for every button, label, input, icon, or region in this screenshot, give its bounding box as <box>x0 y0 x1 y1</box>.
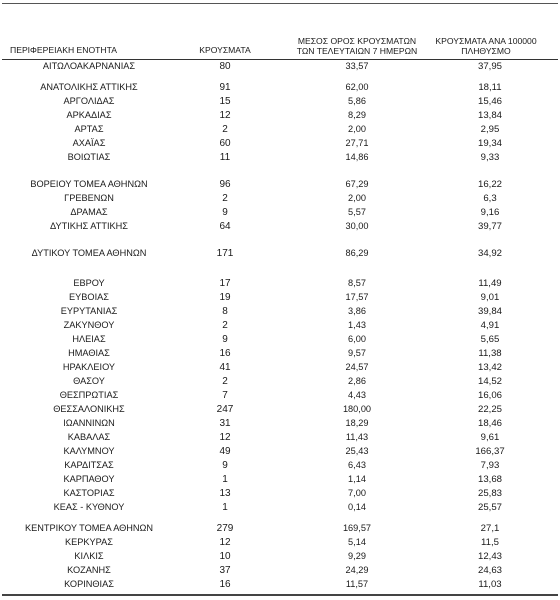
seven-day-average-cell: 6,43 <box>348 460 366 470</box>
cases-cell: 279 <box>216 523 234 534</box>
table-row <box>0 564 560 577</box>
cases-cell: 17 <box>219 278 231 289</box>
cases-cell: 1 <box>222 474 228 485</box>
seven-day-average-cell: 14,86 <box>345 152 369 162</box>
cases-per-100k-cell: 9,33 <box>480 152 500 163</box>
table-row <box>0 522 560 535</box>
region-name-cell: ΑΡΤΑΣ <box>74 124 104 134</box>
region-name-cell: ΚΑΛΥΜΝΟΥ <box>63 446 115 456</box>
seven-day-average-cell: 0,14 <box>348 502 366 512</box>
cases-per-100k-cell: 22,25 <box>477 404 502 415</box>
cases-cell: 171 <box>216 248 234 259</box>
region-name-cell: ΚΕΝΤΡΙΚΟΥ ΤΟΜΕΑ ΑΘΗΝΩΝ <box>24 523 154 533</box>
header-seven-day-average <box>292 36 422 56</box>
region-name-cell: ΚΟΖΑΝΗΣ <box>67 565 111 575</box>
seven-day-average-cell: 25,43 <box>345 446 369 456</box>
cases-cell: 80 <box>219 61 231 72</box>
seven-day-average-cell: 180,00 <box>342 404 372 414</box>
cases-per-100k-cell: 18,46 <box>477 418 502 429</box>
cases-per-100k-cell: 11,03 <box>478 579 502 590</box>
cases-per-100k-cell: 13,42 <box>477 362 502 373</box>
cases-cell: 60 <box>219 138 231 149</box>
region-name-cell: ΔΥΤΙΚΟΥ ΤΟΜΕΑ ΑΘΗΝΩΝ <box>31 248 147 258</box>
region-name-cell: ΚΕΑΣ - ΚΥΘΝΟΥ <box>53 502 125 512</box>
cases-per-100k-cell: 5,65 <box>480 334 500 345</box>
cases-per-100k-cell: 11,38 <box>478 348 502 359</box>
cases-cell: 13 <box>219 488 231 499</box>
header-avg-line1: ΜΕΣΟΣ ΟΡΟΣ ΚΡΟΥΣΜΑΤΩΝ <box>297 36 417 46</box>
table-header <box>0 28 560 60</box>
seven-day-average-cell: 7,00 <box>348 488 366 498</box>
header-rate-line2: ΠΛΗΘΥΣΜΟ <box>461 46 511 56</box>
seven-day-average-cell: 2,86 <box>348 376 366 386</box>
region-name-cell: ΑΧΑΪΑΣ <box>72 138 106 148</box>
cases-cell: 2 <box>222 376 228 387</box>
region-name-cell: ΚΙΛΚΙΣ <box>74 551 104 561</box>
seven-day-average-cell: 169,57 <box>342 523 372 533</box>
cases-cell: 2 <box>222 320 228 331</box>
seven-day-average-cell: 9,29 <box>348 551 366 561</box>
region-name-cell: ΕΥΒΟΙΑΣ <box>69 292 109 302</box>
seven-day-average-cell: 3,86 <box>348 306 366 316</box>
region-name-cell: ΖΑΚΥΝΘΟΥ <box>63 320 115 330</box>
cases-cell: 37 <box>219 565 231 576</box>
table-row <box>0 247 560 260</box>
cases-per-100k-cell: 15,46 <box>477 96 502 107</box>
cases-per-100k-cell: 27,1 <box>480 523 500 534</box>
cases-per-100k-cell: 18,11 <box>478 82 502 93</box>
seven-day-average-cell: 6,00 <box>348 334 366 344</box>
cases-cell: 247 <box>216 404 234 415</box>
cases-cell: 12 <box>219 110 231 121</box>
cases-cell: 41 <box>219 362 231 373</box>
table-row <box>0 319 560 332</box>
table-row <box>0 206 560 219</box>
region-name-cell: ΔΥΤΙΚΗΣ ΑΤΤΙΚΗΣ <box>50 221 128 231</box>
cases-per-100k-cell: 12,43 <box>477 551 502 562</box>
seven-day-average-cell: 30,00 <box>345 221 369 231</box>
region-name-cell: ΗΜΑΘΙΑΣ <box>68 348 110 358</box>
seven-day-average-cell: 1,14 <box>348 474 366 484</box>
cases-cell: 15 <box>219 96 231 107</box>
cases-cell: 9 <box>222 207 228 218</box>
table-row <box>0 60 560 73</box>
cases-cell: 2 <box>222 124 228 135</box>
table-row <box>0 536 560 549</box>
region-name-cell: ΙΩΑΝΝΙΝΩΝ <box>63 418 115 428</box>
table-row <box>0 123 560 136</box>
table-row <box>0 277 560 290</box>
region-name-cell: ΕΥΡΥΤΑΝΙΑΣ <box>60 306 118 316</box>
region-name-cell: ΘΕΣΠΡΩΤΙΑΣ <box>59 390 119 400</box>
cases-per-100k-cell: 166,37 <box>475 446 505 457</box>
table-row <box>0 220 560 233</box>
cases-cell: 49 <box>219 446 231 457</box>
table-row <box>0 305 560 318</box>
region-name-cell: ΔΡΑΜΑΣ <box>70 207 108 217</box>
region-name-cell: ΚΑΡΠΑΘΟΥ <box>63 474 115 484</box>
region-name-cell: ΑΡΓΟΛΙΔΑΣ <box>63 96 115 106</box>
table-row <box>0 473 560 486</box>
region-name-cell: ΗΡΑΚΛΕΙΟΥ <box>62 362 116 372</box>
seven-day-average-cell: 8,57 <box>348 278 366 288</box>
table-row <box>0 192 560 205</box>
cases-per-100k-cell: 7,93 <box>480 460 500 471</box>
cases-per-100k-cell: 24,63 <box>477 565 502 576</box>
cases-per-100k-cell: 16,22 <box>477 179 502 190</box>
cases-per-100k-cell: 34,92 <box>477 248 502 259</box>
seven-day-average-cell: 24,29 <box>345 565 369 575</box>
seven-day-average-cell: 67,29 <box>345 179 369 189</box>
region-name-cell: ΒΟΡΕΙΟΥ ΤΟΜΕΑ ΑΘΗΝΩΝ <box>30 179 148 189</box>
seven-day-average-cell: 18,29 <box>345 418 369 428</box>
cases-cell: 2 <box>222 193 228 204</box>
cases-per-100k-cell: 13,84 <box>477 110 502 121</box>
header-region: ΠΕΡΙΦΕΡΕΙΑΚΗ ΕΝΟΤΗΤΑ <box>10 45 117 55</box>
seven-day-average-cell: 17,57 <box>345 292 369 302</box>
region-name-cell: ΘΑΣΟΥ <box>73 376 105 386</box>
seven-day-average-cell: 2,00 <box>348 124 366 134</box>
cases-cell: 91 <box>219 82 231 93</box>
table-row <box>0 95 560 108</box>
cases-cell: 11 <box>219 152 231 163</box>
cases-per-100k-cell: 6,3 <box>483 193 497 204</box>
seven-day-average-cell: 5,86 <box>348 96 366 106</box>
seven-day-average-cell: 24,57 <box>345 362 369 372</box>
table-row <box>0 417 560 430</box>
cases-per-100k-cell: 14,52 <box>477 376 502 387</box>
cases-cell: 16 <box>219 579 231 590</box>
region-name-cell: ΚΟΡΙΝΘΙΑΣ <box>64 579 114 589</box>
cases-cell: 7 <box>222 390 228 401</box>
cases-cell: 19 <box>219 292 231 303</box>
cases-cell: 96 <box>219 179 231 190</box>
cases-cell: 12 <box>219 432 231 443</box>
seven-day-average-cell: 33,57 <box>345 61 369 71</box>
region-name-cell: ΚΑΣΤΟΡΙΑΣ <box>63 488 115 498</box>
seven-day-average-cell: 8,29 <box>348 110 366 120</box>
bottom-rule <box>2 594 558 596</box>
cases-per-100k-cell: 9,16 <box>480 207 500 218</box>
region-name-cell: ΒΟΙΩΤΙΑΣ <box>67 152 111 162</box>
cases-per-100k-cell: 39,84 <box>477 306 502 317</box>
table-row <box>0 487 560 500</box>
table-row <box>0 389 560 402</box>
cases-cell: 10 <box>219 551 231 562</box>
cases-per-100k-cell: 13,68 <box>477 474 502 485</box>
table-row <box>0 151 560 164</box>
seven-day-average-cell: 9,57 <box>348 348 366 358</box>
cases-per-100k-cell: 16,06 <box>477 390 502 401</box>
seven-day-average-cell: 2,00 <box>348 193 366 203</box>
table-row <box>0 333 560 346</box>
cases-per-100k-cell: 39,77 <box>477 221 502 232</box>
seven-day-average-cell: 11,43 <box>345 432 369 442</box>
seven-day-average-cell: 5,57 <box>348 207 366 217</box>
cases-per-100k-cell: 25,83 <box>477 488 502 499</box>
table-row <box>0 81 560 94</box>
cases-cell: 8 <box>222 306 228 317</box>
cases-per-100k-cell: 11,49 <box>478 278 502 289</box>
cases-per-100k-cell: 37,95 <box>477 61 502 72</box>
cases-per-100k-cell: 9,61 <box>480 432 500 443</box>
table-row <box>0 137 560 150</box>
header-cases: ΚΡΟΥΣΜΑΤΑ <box>199 45 251 55</box>
seven-day-average-cell: 86,29 <box>345 248 369 258</box>
cases-per-100k-cell: 19,34 <box>477 138 502 149</box>
table-row <box>0 291 560 304</box>
cases-per-100k-cell: 11,5 <box>481 537 499 548</box>
region-name-cell: ΑΝΑΤΟΛΙΚΗΣ ΑΤΤΙΚΗΣ <box>40 82 138 92</box>
seven-day-average-cell: 1,43 <box>348 320 366 330</box>
region-name-cell: ΚΕΡΚΥΡΑΣ <box>65 537 113 547</box>
cases-cell: 31 <box>219 418 231 429</box>
region-name-cell: ΑΡΚΑΔΙΑΣ <box>66 110 112 120</box>
cases-cell: 9 <box>222 460 228 471</box>
seven-day-average-cell: 5,14 <box>348 537 366 547</box>
table-row <box>0 578 560 591</box>
table-row <box>0 109 560 122</box>
table-row <box>0 550 560 563</box>
cases-per-100k-cell: 4,91 <box>480 320 500 331</box>
table-row <box>0 431 560 444</box>
table-row <box>0 178 560 191</box>
table-row <box>0 501 560 514</box>
seven-day-average-cell: 27,71 <box>345 138 369 148</box>
cases-cell: 64 <box>219 221 231 232</box>
region-name-cell: ΑΙΤΩΛΟΑΚΑΡΝΑΝΙΑΣ <box>42 61 136 71</box>
cases-cell: 12 <box>219 537 231 548</box>
cases-per-100k-cell: 2,95 <box>480 124 500 135</box>
top-rule <box>2 3 558 4</box>
header-avg-line2: ΤΩΝ ΤΕΛΕΥΤΑΙΩΝ 7 ΗΜΕΡΩΝ <box>296 46 418 56</box>
region-name-cell: ΓΡΕΒΕΝΩΝ <box>64 193 114 203</box>
table-row <box>0 403 560 416</box>
region-name-cell: ΗΛΕΙΑΣ <box>72 334 106 344</box>
region-name-cell: ΘΕΣΣΑΛΟΝΙΚΗΣ <box>53 404 125 414</box>
seven-day-average-cell: 62,00 <box>345 82 369 92</box>
region-name-cell: ΚΑΒΑΛΑΣ <box>67 432 111 442</box>
region-name-cell: ΕΒΡΟΥ <box>73 278 105 288</box>
table-row <box>0 375 560 388</box>
header-rate-line1: ΚΡΟΥΣΜΑΤΑ ΑΝΑ 100000 <box>435 36 537 46</box>
header-cases-per-100k <box>424 36 548 56</box>
table-row <box>0 361 560 374</box>
seven-day-average-cell: 4,43 <box>348 390 366 400</box>
table-row <box>0 459 560 472</box>
cases-per-100k-cell: 9,01 <box>480 292 500 303</box>
table-row <box>0 445 560 458</box>
cases-cell: 1 <box>222 502 228 513</box>
cases-per-100k-cell: 25,57 <box>477 502 502 513</box>
region-name-cell: ΚΑΡΔΙΤΣΑΣ <box>64 460 114 470</box>
seven-day-average-cell: 11,57 <box>345 579 369 589</box>
table-row <box>0 347 560 360</box>
cases-cell: 9 <box>222 334 228 345</box>
cases-cell: 16 <box>219 348 231 359</box>
